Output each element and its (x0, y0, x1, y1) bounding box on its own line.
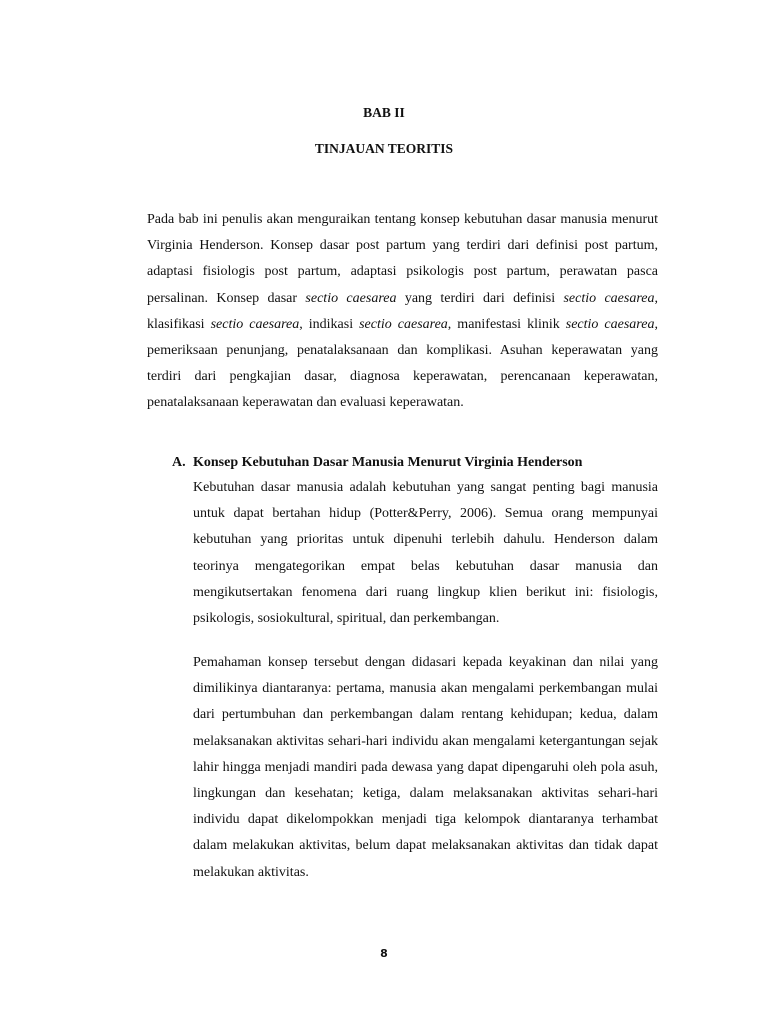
italic-term: sectio caesarea (563, 290, 655, 306)
chapter-title: TINJAUAN TEORITIS (314, 141, 454, 156)
italic-term: sectio caesarea (565, 316, 655, 332)
intro-text: yang terdiri dari definisi (396, 290, 564, 306)
chapter-label: BAB II (363, 105, 405, 120)
section-paragraph-2: Pemahaman konsep tersebut dengan didasari kepada keyakinan dan nilai yang dimilikinya diantaranya: pertama, manusia akan mengalami perkembangan mulai dari pertumbuhan dan perkembangan dalam rentang kehidupan; kedua, dalam melaksanakan aktivitas sehari-hari individu akan mengalami ketergantungan sejak lahir hingga menjadi mandiri pada dewasa yang dapat dipengaruhi oleh pola asuh, lingkungan dan kesehatan; ketiga, dalam melaksanakan aktivitas sehari-hari individu dapat dikelompokkan menjadi tiga kelompok diantaranya terhambat dalam melakukan aktivitas, belum dapat melaksanakan aktivitas dan tidak dapat melakukan aktivitas. (193, 655, 658, 880)
italic-term: sectio caesarea (210, 316, 300, 332)
page-number: 8 (380, 947, 388, 960)
section-marker: A. (172, 455, 186, 470)
intro-text: Pada bab ini penulis akan menguraikan tentang konsep kebutuhan dasar manusia menurut Virginia Henderson. Konsep dasar post partum yang terdiri dari definisi post partum, adaptasi fisiologis post partum, adaptasi psikologis post partum, perawatan pasca persalinan. Konsep dasar (147, 212, 658, 306)
intro-text: , pemeriksaan penunjang, penatalaksanaan dan komplikasi. Asuhan keperawatan yang terdiri dari pengkajian dasar, diagnosa keperawatan, perencanaan keperawatan, penatalaksanaan keperawatan dan evaluasi keperawatan. (147, 316, 658, 411)
section-heading-text: Konsep Kebutuhan Dasar Manusia Menurut Virginia Henderson (193, 455, 583, 470)
section-heading (172, 453, 658, 473)
intro-text: , klasifikasi (147, 290, 658, 332)
italic-term: sectio caesarea (305, 290, 397, 306)
intro-text: , indikasi (299, 316, 360, 332)
intro-paragraph (147, 207, 658, 417)
intro-text: , manifestasi klinik (447, 316, 566, 332)
section-paragraph-1: Kebutuhan dasar manusia adalah kebutuhan yang sangat penting bagi manusia untuk dapat bertahan hidup (Potter&Perry, 2006). Semua orang mempunyai kebutuhan yang prioritas untuk dipenuhi terlebih dahulu. Henderson dalam teorinya mengategorikan empat belas kebutuhan dasar manusia dan mengikutsertakan fenomena dari ruang lingkup klien berikut ini: fisiologis, psikologis, sosiokultural, spiritual, dan perkembangan. (193, 480, 658, 627)
italic-term: sectio caesarea (359, 316, 448, 332)
